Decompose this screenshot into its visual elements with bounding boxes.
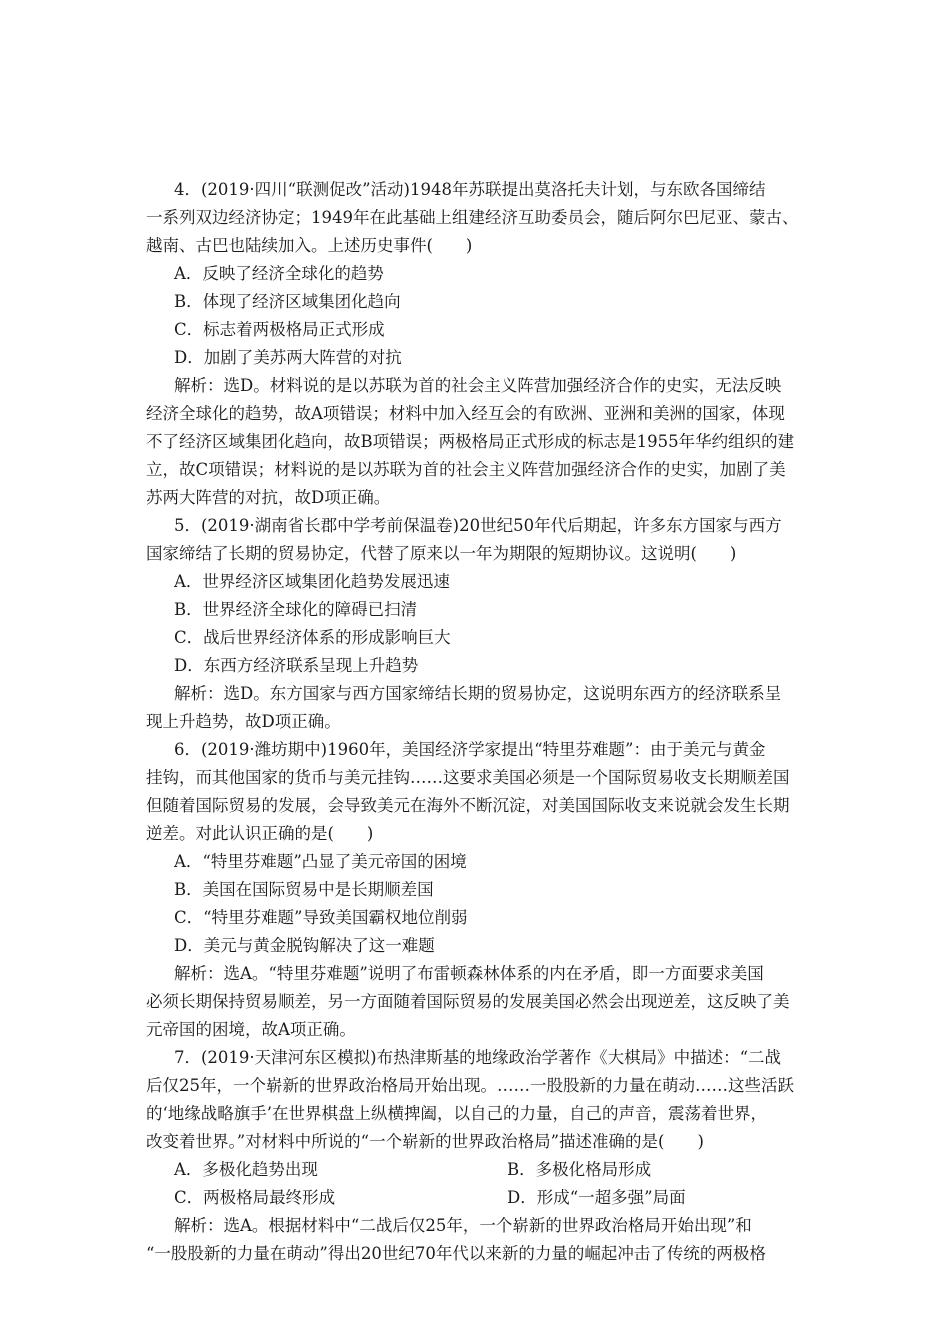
q7-option-d: D．形成“一超多强”局面 (507, 1188, 686, 1207)
q4-analysis-line-3: 不了经济区域集团化趋向，故B项错误；两极格局正式形成的标志是1955年华约组织的建 (146, 432, 795, 451)
q5-stem-line-1: 5．(2019·湖南省长郡中学考前保温卷)20世纪50年代后期起，许多东方国家与西方 (174, 516, 782, 535)
q7-stem-line-2: 后仅25年，一个崭新的世界政治格局开始出现。……一股股新的力量在萌动……这些活跃 (146, 1076, 794, 1095)
q7-analysis-line-2: “一股股新的力量在萌动”得出20世纪70年代以来新的力量的崛起冲击了传统的两极格 (146, 1244, 766, 1263)
q5-option-d: D．东西方经济联系呈现上升趋势 (174, 656, 419, 675)
q6-analysis-line-3: 元帝国的困境，故A项正确。 (146, 1020, 356, 1039)
q4-analysis-line-2: 经济全球化的趋势，故A项错误；材料中加入经互会的有欧洲、亚洲和美洲的国家，体现 (146, 404, 785, 423)
q6-stem-line-3: 但随着国际贸易的发展，会导致美元在海外不断沉淀，对美国国际收支来说就会发生长期 (146, 796, 790, 815)
q6-stem-line-4: 逆差。对此认识正确的是( ) (146, 824, 374, 843)
q7-stem-line-1: 7．(2019·天津河东区模拟)布热津斯基的地缘政治学著作《大棋局》中描述：“二战 (174, 1048, 782, 1067)
q6-option-d: D．美元与黄金脱钩解决了这一难题 (174, 936, 435, 955)
q6-option-c: C．“特里芬难题”导致美国霸权地位削弱 (174, 908, 468, 927)
q4-option-b: B．体现了经济区域集团化趋向 (174, 292, 401, 311)
q4-stem-line-3: 越南、古巴也陆续加入。上述历史事件( ) (146, 236, 473, 255)
q6-stem-line-1: 6．(2019·潍坊期中)1960年，美国经济学家提出“特里芬难题”：由于美元与黄金 (174, 740, 766, 759)
q5-stem-line-2: 国家缔结了长期的贸易协定，代替了原来以一年为期限的短期协议。这说明( ) (146, 544, 737, 563)
q4-analysis-line-5: 苏两大阵营的对抗，故D项正确。 (146, 488, 391, 507)
q6-analysis-line-2: 必须长期保持贸易顺差，另一方面随着国际贸易的发展美国必然会出现逆差，这反映了美 (146, 992, 790, 1011)
q7-option-b: B．多极化格局形成 (507, 1160, 652, 1179)
q6-analysis-line-1: 解析：选A。“特里芬难题”说明了布雷顿森林体系的内在矛盾，即一方面要求美国 (174, 964, 764, 983)
q4-option-a: A．反映了经济全球化的趋势 (174, 264, 384, 283)
q7-analysis-line-1: 解析：选A。根据材料中“二战后仅25年，一个崭新的世界政治格局开始出现”和 (174, 1216, 752, 1235)
q6-option-a: A．“特里芬难题”凸显了美元帝国的困境 (174, 852, 467, 871)
q6-option-b: B．美国在国际贸易中是长期顺差国 (174, 880, 434, 899)
q4-option-d: D．加剧了美苏两大阵营的对抗 (174, 348, 402, 367)
q5-option-b: B．世界经济全球化的障碍已扫清 (174, 600, 418, 619)
q4-analysis-line-4: 立，故C项错误；材料说的是以苏联为首的社会主义阵营加强经济合作的史实，加剧了美 (146, 460, 786, 479)
q7-stem-line-4: 改变着世界。”对材料中所说的“一个崭新的世界政治格局”描述准确的是( ) (146, 1132, 704, 1151)
q5-option-a: A．世界经济区域集团化趋势发展迅速 (174, 572, 450, 591)
q4-option-c: C．标志着两极格局正式形成 (174, 320, 385, 339)
q4-stem-line-1: 4．(2019·四川“联测促改”活动)1948年苏联提出莫洛托夫计划，与东欧各国缔结 (174, 180, 766, 199)
q7-option-c: C．两极格局最终形成 (174, 1188, 336, 1207)
q7-option-a: A．多极化趋势出现 (174, 1160, 318, 1179)
q4-stem-line-2: 一系列双边经济协定；1949年在此基础上组建经济互助委员会，随后阿尔巴尼亚、蒙古、 (146, 208, 799, 227)
q5-option-c: C．战后世界经济体系的形成影响巨大 (174, 628, 451, 647)
q5-analysis-line-2: 现上升趋势，故D项正确。 (146, 712, 341, 731)
q6-stem-line-2: 挂钩，而其他国家的货币与美元挂钩……这要求美国必须是一个国际贸易收支长期顺差国 (146, 768, 790, 787)
q7-stem-line-3: 的‘地缘战略旗手’在世界棋盘上纵横捭阖，以自己的力量，自己的声音，震荡着世界， (146, 1104, 767, 1123)
q5-analysis-line-1: 解析：选D。东方国家与西方国家缔结长期的贸易协定，这说明东西方的经济联系呈 (174, 684, 782, 703)
q4-analysis-line-1: 解析：选D。材料说的是以苏联为首的社会主义阵营加强经济合作的史实，无法反映 (174, 376, 782, 395)
